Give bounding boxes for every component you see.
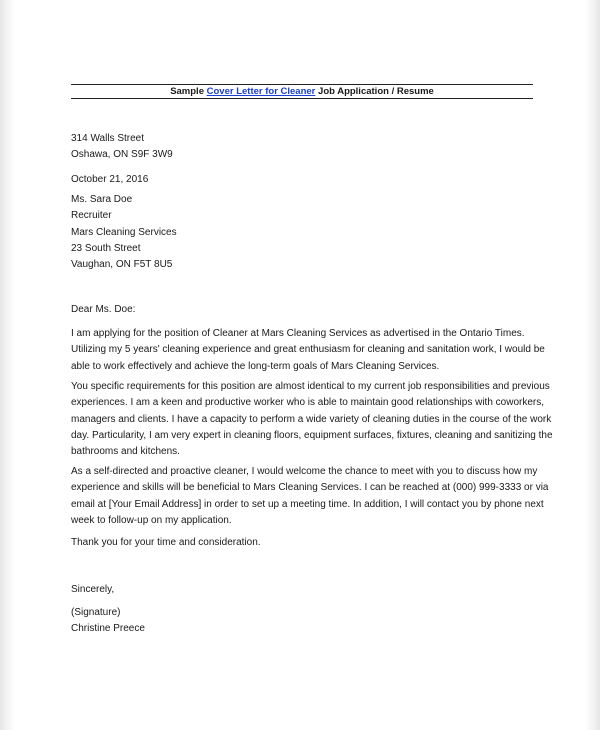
recipient-street: 23 South Street xyxy=(71,242,141,254)
paragraph-line: able to work effectively and achieve the long-term goals of Mars Cleaning Services. xyxy=(71,360,440,372)
paragraph-line: day. Particularity, I am very expert in cleaning floors, equipment surfaces, fixtures, cleaning and sanitizing the xyxy=(71,429,553,441)
document-title xyxy=(71,85,533,98)
closing-text: Thank you for your time and consideration. xyxy=(71,537,261,548)
title-suffix: Job Application / Resume xyxy=(315,86,434,97)
recipient-title: Recruiter xyxy=(71,210,112,222)
signer-name: Christine Preece xyxy=(71,623,145,635)
paragraph-3 xyxy=(71,464,549,529)
paragraph-line: Utilizing my 5 years' cleaning experience and great enthusiasm for cleaning and sanitation work, I would be xyxy=(71,344,545,356)
paragraph-line: As a self-directed and proactive cleaner, I would welcome the chance to meet with you to discuss how my xyxy=(71,466,538,477)
recipient-block xyxy=(71,192,541,273)
title-link[interactable]: Cover Letter for Cleaner xyxy=(206,86,316,97)
paragraph-line: email at [Your Email Address] in order to set up a meeting time. In addition, I will contact you by phone next xyxy=(71,498,544,510)
date-text: October 21, 2016 xyxy=(71,174,149,185)
page-right-edge xyxy=(586,0,600,730)
salutation-text: Dear Ms. Doe: xyxy=(71,304,136,315)
paragraph-2 xyxy=(71,379,553,460)
signature-placeholder: (Signature) xyxy=(71,607,121,618)
sender-address xyxy=(71,131,541,164)
recipient-city: Vaughan, ON F5T 8U5 xyxy=(71,259,173,271)
paragraph-line: bathrooms and kitchens. xyxy=(71,446,180,458)
closing-line xyxy=(71,535,541,551)
recipient-name: Ms. Sara Doe xyxy=(71,194,133,205)
salutation xyxy=(71,302,541,318)
title-prefix: Sample xyxy=(170,86,207,97)
page-left-edge xyxy=(0,0,14,730)
title-bottom-rule xyxy=(71,98,533,99)
signature-block xyxy=(71,605,541,638)
paragraph-line: managers and clients. I have a capacity to perform a wide variety of cleaning duties in the course of the work xyxy=(71,413,552,425)
paragraph-line: You specific requirements for this position are almost identical to my current job responsibilities and previous xyxy=(71,381,550,392)
paragraph-line: experiences. I am a keen and productive worker who is able to maintain good relationships with coworkers, xyxy=(71,397,545,409)
paragraph-line: experience and skills will be beneficial to Mars Cleaning Services. I can be reached at (000) 999-3333 or via xyxy=(71,482,549,494)
signoff-text: Sincerely, xyxy=(71,584,115,595)
paragraph-1 xyxy=(71,326,545,375)
sender-city: Oshawa, ON S9F 3W9 xyxy=(71,149,173,161)
signoff xyxy=(71,582,541,598)
sender-street: 314 Walls Street xyxy=(71,133,144,144)
letter-date xyxy=(71,172,541,188)
recipient-company: Mars Cleaning Services xyxy=(71,226,177,238)
paragraph-line: I am applying for the position of Cleaner at Mars Cleaning Services as advertised in the Ontario Times. xyxy=(71,328,525,339)
paragraph-line: week to follow-up on my application. xyxy=(71,514,232,526)
